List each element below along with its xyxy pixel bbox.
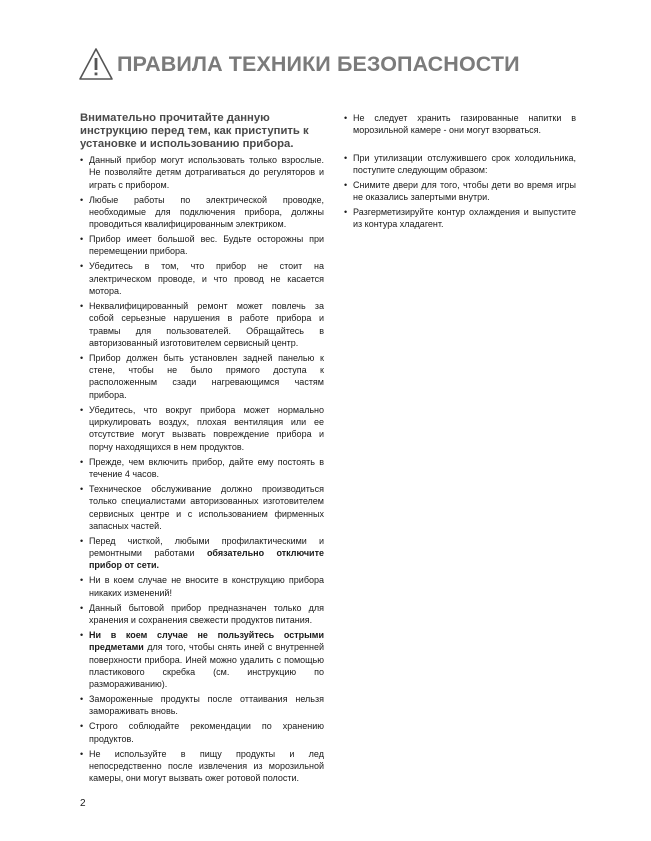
list-item: • Прежде, чем включить прибор, дайте ему постоять в течение 4 часов. xyxy=(80,456,324,479)
list-item-end: . xyxy=(156,560,160,571)
list-item: • Не используйте в пищу продукты и лед непосредственно после извлечения из морозильной камеры, они могут вызвать ожег ротовой полости. xyxy=(80,748,324,784)
list-item-text: Не используйте в пищу продукты и лед непосредственно после извлечения из морозильной камеры, они могут вызвать ожег ротовой полости. xyxy=(89,748,324,784)
list-item-text: Неквалифицированный ремонт может повлечь за собой серьезные нарушения в работе прибора и травмы для пользователей. Обращайтесь в авторизованный изготовителем сервисный центр. xyxy=(89,301,324,348)
list-item-text: Не следует хранить газированные напитки в морозильной камере - они могут взорваться. xyxy=(353,113,576,136)
list-item-text: Снимите двери для того, чтобы дети во время игры не оказались запертыми внутри. xyxy=(353,179,576,203)
list-item: • Прибор должен быть установлен задней панелью к стене, чтобы не было прямого доступа к расположенным сзади нагревающимся частям прибора. xyxy=(80,352,324,400)
list-item: • Замороженные продукты после оттаивания нельзя замораживать вновь. xyxy=(80,694,324,717)
warning-triangle-icon xyxy=(78,47,114,81)
left-column xyxy=(80,112,324,787)
list-item: • Не следует хранить газированные напитки в морозильной камере - они могут взорваться. xyxy=(344,113,576,136)
list-item-text: При утилизации отслужившего срок холодильника, поступите следующим образом: xyxy=(353,152,576,175)
safety-list-right xyxy=(344,112,576,231)
list-item: • Снимите двери для того, чтобы дети во время игры не оказались запертыми внутри. xyxy=(344,179,576,203)
list-item: • Ни в коем случае не пользуйтесь острыми предметами для того, чтобы снять иней с внутренней поверхности прибора. Иней можно удалить с помощью пластикового скребка (см. инструкцию по размораживанию). xyxy=(80,629,324,690)
list-item: • При утилизации отслужившего срок холодильника, поступите следующим образом: xyxy=(344,152,576,175)
list-item-text: для того, чтобы снять иней с внутренней поверхности прибора. Иней можно удалить с помощью пластикового скребка (см. инструкцию по размораживанию). xyxy=(89,642,324,690)
list-item-emphasis: Ни в коем случае не пользуйтесь острыми предметами xyxy=(89,629,324,653)
list-item-text: Убедитесь в том, что прибор не стоит на электрическом проводе, и что провод не касается мотора. xyxy=(89,261,324,297)
list-item-text: Разгерметизируйте контур охлаждения и выпустите из контура хладагент. xyxy=(353,207,576,230)
list-item-emphasis: обязательно отключите прибор от сети xyxy=(89,548,324,571)
safety-list-left xyxy=(80,154,324,785)
list-item-text: Данный прибор могут использовать только взрослые. Не позволяйте детям дотрагиваться до регуляторов и играть с прибором. xyxy=(89,155,324,190)
list-item-text: Прибор имеет большой вес. Будьте осторожны при перемещении прибора. xyxy=(89,234,324,257)
list-item-text: Техническое обслуживание должно производиться только специалистами авторизованных изготовителем сервисных центре и с использованием фирменных запасных частей. xyxy=(89,483,324,531)
list-item-text: Замороженные продукты после оттаивания нельзя замораживать вновь. xyxy=(89,694,324,717)
list-item-text: Строго соблюдайте рекомендации по хранению продуктов. xyxy=(89,721,324,744)
list-item-text: Прежде, чем включить прибор, дайте ему постоять в течение 4 часов. xyxy=(89,456,324,479)
list-item-text: Данный бытовой прибор предназначен только для хранения и сохранения свежести продуктов питания. xyxy=(89,602,324,625)
intro-text: Внимательно прочитайте данную инструкцию перед тем, как приступить к установке и использованию прибора. xyxy=(80,112,309,150)
list-item: • Строго соблюдайте рекомендации по хранению продуктов. xyxy=(80,721,324,744)
list-item-text: Перед чисткой, любыми профилактическими и ремонтными работами xyxy=(89,535,324,559)
page-title: ПРАВИЛА ТЕХНИКИ БЕЗОПАСНОСТИ xyxy=(117,51,520,76)
list-item-text: Любые работы по электрической проводке, необходимые для подключения прибора, должны проводиться квалифицированным электриком. xyxy=(89,194,324,230)
page-header xyxy=(78,46,520,82)
list-item: • Убедитесь в том, что прибор не стоит на электрическом проводе, и что провод не касается мотора. xyxy=(80,261,324,297)
list-item-text: Прибор должен быть установлен задней панелью к стене, чтобы не было прямого доступа к расположенным сзади нагревающимся частям прибора. xyxy=(89,352,324,400)
list-item: • Данный бытовой прибор предназначен только для хранения и сохранения свежести продуктов питания. xyxy=(80,602,324,625)
list-item: • Любые работы по электрической проводке, необходимые для подключения прибора, должны проводиться квалифицированным электриком. xyxy=(80,194,324,230)
list-item: • Перед чисткой, любыми профилактическими и ремонтными работами обязательно отключите прибор от сети. xyxy=(80,535,324,571)
list-item: • Прибор имеет большой вес. Будьте осторожны при перемещении прибора. xyxy=(80,234,324,257)
list-item: • Данный прибор могут использовать только взрослые. Не позволяйте детям дотрагиваться до регуляторов и играть с прибором. xyxy=(80,155,324,190)
right-column xyxy=(344,112,576,233)
list-item: • Техническое обслуживание должно производиться только специалистами авторизованных изготовителем сервисных центре и с использованием фирменных запасных частей. xyxy=(80,483,324,531)
list-item: • Разгерметизируйте контур охлаждения и выпустите из контура хладагент. xyxy=(344,207,576,230)
list-item-text: Убедитесь, что вокруг прибора может нормально циркулировать воздух, плохая вентиляция или ее отсутствие могут вызвать повреждение прибора и порчу находящихся в нем продуктов. xyxy=(89,404,324,452)
list-item: • Ни в коем случае не вносите в конструкцию прибора никаких изменений! xyxy=(80,575,324,598)
list-item: • Убедитесь, что вокруг прибора может нормально циркулировать воздух, плохая вентиляция или ее отсутствие могут вызвать повреждение прибора и порчу находящихся в нем продуктов. xyxy=(80,404,324,452)
page-number: 2 xyxy=(80,798,86,809)
list-item: • Неквалифицированный ремонт может повлечь за собой серьезные нарушения в работе прибора и травмы для пользователей. Обращайтесь в авторизованный изготовителем сервисный центр. xyxy=(80,301,324,348)
list-item-text: Ни в коем случае не вносите в конструкцию прибора никаких изменений! xyxy=(89,575,324,598)
